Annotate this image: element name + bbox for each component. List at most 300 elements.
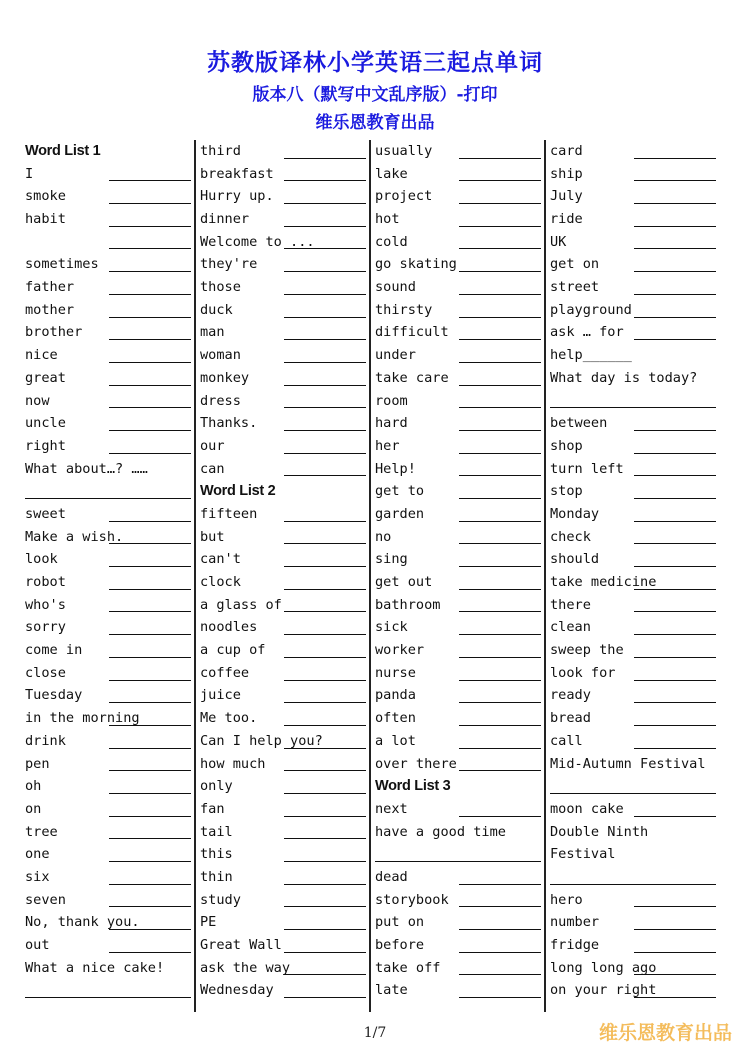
word-row xyxy=(23,594,195,617)
english-word: uncle xyxy=(25,415,66,432)
english-word: who's xyxy=(25,596,66,613)
answer-blank[interactable] xyxy=(634,589,716,590)
answer-blank[interactable] xyxy=(634,543,716,544)
answer-blank[interactable] xyxy=(634,974,716,975)
word-row xyxy=(373,889,545,912)
english-word: card xyxy=(550,142,583,159)
english-word: woman xyxy=(200,347,241,364)
word-row xyxy=(548,775,720,798)
word-row xyxy=(548,208,720,231)
english-word: panda xyxy=(375,687,416,704)
word-row xyxy=(23,616,195,639)
answer-blank[interactable] xyxy=(459,362,541,363)
english-word: No, thank you. xyxy=(25,914,140,931)
answer-blank[interactable] xyxy=(109,362,191,363)
english-word: there xyxy=(550,596,591,613)
answer-blank[interactable] xyxy=(109,180,191,181)
english-word: Thanks. xyxy=(200,415,258,432)
word-list-title: Word List 1 xyxy=(25,142,101,159)
answer-blank[interactable] xyxy=(109,906,191,907)
english-word: PE xyxy=(200,914,217,931)
answer-blank[interactable] xyxy=(459,248,541,249)
word-list-heading xyxy=(198,480,370,503)
answer-blank[interactable] xyxy=(459,317,541,318)
answer-blank[interactable] xyxy=(284,793,366,794)
word-row xyxy=(198,231,370,254)
english-word: dead xyxy=(375,868,408,885)
answer-blank[interactable] xyxy=(109,725,191,726)
answer-blank[interactable] xyxy=(284,453,366,454)
word-row xyxy=(548,140,720,163)
answer-blank[interactable] xyxy=(284,748,366,749)
word-row xyxy=(198,934,370,957)
english-word: study xyxy=(200,891,241,908)
answer-blank[interactable] xyxy=(284,589,366,590)
answer-blank[interactable] xyxy=(459,974,541,975)
english-word: dress xyxy=(200,392,241,409)
word-row xyxy=(548,390,720,413)
word-row xyxy=(548,276,720,299)
answer-blank[interactable] xyxy=(284,294,366,295)
word-row xyxy=(198,344,370,367)
word-list-title: Word List 3 xyxy=(375,778,451,795)
answer-blank[interactable] xyxy=(459,906,541,907)
answer-blank[interactable] xyxy=(284,566,366,567)
answer-blank[interactable] xyxy=(459,634,541,635)
english-word: project xyxy=(375,188,433,205)
answer-blank[interactable] xyxy=(109,521,191,522)
answer-blank[interactable] xyxy=(634,611,716,612)
answer-blank[interactable] xyxy=(284,271,366,272)
answer-blank[interactable] xyxy=(284,203,366,204)
answer-blank[interactable] xyxy=(634,294,716,295)
answer-blank[interactable] xyxy=(109,543,191,544)
english-word: hero xyxy=(550,891,583,908)
english-word: What about…? …… xyxy=(25,460,148,477)
answer-blank[interactable] xyxy=(25,498,191,499)
answer-blank[interactable] xyxy=(109,861,191,862)
answer-blank[interactable] xyxy=(109,339,191,340)
answer-blank[interactable] xyxy=(109,952,191,953)
english-word: her xyxy=(375,437,400,454)
answer-blank[interactable] xyxy=(634,748,716,749)
answer-blank[interactable] xyxy=(459,816,541,817)
answer-blank[interactable] xyxy=(109,702,191,703)
english-word: a cup of xyxy=(200,642,266,659)
english-word: robot xyxy=(25,574,66,591)
answer-blank[interactable] xyxy=(284,248,366,249)
english-word: street xyxy=(550,279,600,296)
answer-blank[interactable] xyxy=(459,884,541,885)
answer-blank[interactable] xyxy=(109,680,191,681)
word-row xyxy=(548,685,720,708)
answer-blank[interactable] xyxy=(634,453,716,454)
answer-blank[interactable] xyxy=(459,385,541,386)
answer-blank[interactable] xyxy=(109,929,191,930)
english-word: coffee xyxy=(200,664,250,681)
answer-blank[interactable] xyxy=(459,180,541,181)
answer-blank[interactable] xyxy=(459,566,541,567)
answer-blank[interactable] xyxy=(634,248,716,249)
answer-blank[interactable] xyxy=(634,226,716,227)
document-title: 苏教版译林小学英语三起点单词 xyxy=(207,50,543,76)
english-word: right xyxy=(25,437,66,454)
answer-blank[interactable] xyxy=(284,158,366,159)
answer-blank[interactable] xyxy=(109,748,191,749)
answer-blank[interactable] xyxy=(634,657,716,658)
english-word: worker xyxy=(375,642,425,659)
answer-blank[interactable] xyxy=(284,521,366,522)
answer-blank[interactable] xyxy=(459,725,541,726)
answer-blank[interactable] xyxy=(109,248,191,249)
answer-blank[interactable] xyxy=(284,362,366,363)
english-word: Help! xyxy=(375,460,416,477)
answer-blank[interactable] xyxy=(109,271,191,272)
answer-blank[interactable] xyxy=(634,725,716,726)
word-list-heading xyxy=(23,140,195,163)
answer-blank[interactable] xyxy=(459,952,541,953)
answer-blank[interactable] xyxy=(284,838,366,839)
english-word: those xyxy=(200,279,241,296)
answer-blank[interactable] xyxy=(284,543,366,544)
word-row xyxy=(198,889,370,912)
english-word: before xyxy=(375,937,425,954)
answer-blank[interactable] xyxy=(634,317,716,318)
english-word: Tuesday xyxy=(25,687,83,704)
english-word: six xyxy=(25,868,50,885)
answer-blank[interactable] xyxy=(634,566,716,567)
english-word: out xyxy=(25,937,50,954)
answer-blank[interactable] xyxy=(109,838,191,839)
answer-blank[interactable] xyxy=(284,657,366,658)
word-row xyxy=(23,253,195,276)
answer-blank[interactable] xyxy=(459,453,541,454)
english-word: Make a wish. xyxy=(25,528,124,545)
english-word: late xyxy=(375,982,408,999)
word-list-heading xyxy=(373,775,545,798)
answer-blank[interactable] xyxy=(109,385,191,386)
english-word: fifteen xyxy=(200,505,258,522)
answer-blank[interactable] xyxy=(284,680,366,681)
word-row xyxy=(23,344,195,367)
answer-blank[interactable] xyxy=(459,748,541,749)
word-row xyxy=(23,322,195,345)
answer-blank[interactable] xyxy=(459,475,541,476)
english-word: have a good time xyxy=(375,823,506,840)
word-row xyxy=(23,639,195,662)
answer-blank[interactable] xyxy=(634,203,716,204)
english-word: a lot xyxy=(375,732,416,749)
english-word: no xyxy=(375,528,392,545)
answer-blank[interactable] xyxy=(284,770,366,771)
english-word: thin xyxy=(200,868,233,885)
answer-blank[interactable] xyxy=(284,226,366,227)
answer-blank[interactable] xyxy=(459,294,541,295)
answer-blank[interactable] xyxy=(634,634,716,635)
word-row xyxy=(23,911,195,934)
word-row xyxy=(548,594,720,617)
answer-blank[interactable] xyxy=(109,226,191,227)
english-word: only xyxy=(200,778,233,795)
word-row xyxy=(548,571,720,594)
word-row xyxy=(373,821,545,844)
answer-blank[interactable] xyxy=(459,521,541,522)
answer-blank[interactable] xyxy=(109,793,191,794)
word-row xyxy=(373,458,545,481)
word-row xyxy=(548,730,720,753)
word-row xyxy=(198,322,370,345)
answer-blank[interactable] xyxy=(284,861,366,862)
answer-blank[interactable] xyxy=(109,634,191,635)
word-row xyxy=(198,866,370,889)
answer-blank[interactable] xyxy=(459,997,541,998)
english-word: put on xyxy=(375,914,425,931)
word-row xyxy=(548,253,720,276)
english-word: sweet xyxy=(25,505,66,522)
english-word: close xyxy=(25,664,66,681)
answer-blank[interactable] xyxy=(459,589,541,590)
answer-blank[interactable] xyxy=(284,702,366,703)
word-row xyxy=(548,503,720,526)
english-word: sweep the xyxy=(550,642,624,659)
english-word: between xyxy=(550,415,608,432)
english-word: lake xyxy=(375,165,408,182)
word-row xyxy=(198,730,370,753)
word-row xyxy=(373,390,545,413)
word-row xyxy=(23,480,195,503)
english-word: Mid-Autumn Festival xyxy=(550,755,706,772)
answer-blank[interactable] xyxy=(459,498,541,499)
answer-blank[interactable] xyxy=(634,339,716,340)
english-word: but xyxy=(200,528,225,545)
answer-blank[interactable] xyxy=(109,566,191,567)
word-row xyxy=(198,208,370,231)
answer-blank[interactable] xyxy=(109,430,191,431)
word-row xyxy=(548,843,720,866)
word-row xyxy=(198,707,370,730)
word-row xyxy=(373,730,545,753)
word-row xyxy=(23,276,195,299)
answer-blank[interactable] xyxy=(550,884,716,885)
english-word: on xyxy=(25,800,42,817)
answer-blank[interactable] xyxy=(459,702,541,703)
word-row xyxy=(198,957,370,980)
english-word: Welcome to ... xyxy=(200,233,315,250)
answer-blank[interactable] xyxy=(284,475,366,476)
word-row xyxy=(373,299,545,322)
answer-blank[interactable] xyxy=(375,861,541,862)
answer-blank[interactable] xyxy=(284,317,366,318)
word-row xyxy=(373,480,545,503)
answer-blank[interactable] xyxy=(634,680,716,681)
english-word: go skating xyxy=(375,256,457,273)
word-row xyxy=(23,548,195,571)
english-word: long long ago xyxy=(550,959,657,976)
answer-blank[interactable] xyxy=(284,929,366,930)
answer-blank[interactable] xyxy=(634,929,716,930)
word-row xyxy=(373,253,545,276)
word-row xyxy=(198,435,370,458)
answer-blank[interactable] xyxy=(284,430,366,431)
english-word: habit xyxy=(25,211,66,228)
answer-blank[interactable] xyxy=(459,929,541,930)
answer-blank[interactable] xyxy=(284,906,366,907)
answer-blank[interactable] xyxy=(550,793,716,794)
answer-blank[interactable] xyxy=(284,339,366,340)
answer-blank[interactable] xyxy=(634,430,716,431)
word-row xyxy=(23,299,195,322)
answer-blank[interactable] xyxy=(634,816,716,817)
answer-blank[interactable] xyxy=(284,385,366,386)
word-row xyxy=(23,843,195,866)
english-word: bathroom xyxy=(375,596,441,613)
answer-blank[interactable] xyxy=(109,611,191,612)
word-row xyxy=(198,367,370,390)
word-column-3 xyxy=(373,140,545,1012)
english-word: help______ xyxy=(550,347,632,364)
english-word: Wednesday xyxy=(200,982,274,999)
answer-blank[interactable] xyxy=(634,271,716,272)
answer-blank[interactable] xyxy=(109,770,191,771)
word-row xyxy=(198,185,370,208)
english-word: July xyxy=(550,188,583,205)
answer-blank[interactable] xyxy=(459,226,541,227)
word-row xyxy=(23,458,195,481)
english-word: sing xyxy=(375,551,408,568)
answer-blank[interactable] xyxy=(634,158,716,159)
english-word: stop xyxy=(550,483,583,500)
english-word: can xyxy=(200,460,225,477)
english-word: difficult xyxy=(375,324,449,341)
word-list-title: Word List 2 xyxy=(200,483,276,500)
english-word: oh xyxy=(25,778,42,795)
word-row xyxy=(373,911,545,934)
answer-blank[interactable] xyxy=(284,407,366,408)
word-row xyxy=(548,979,720,1002)
answer-blank[interactable] xyxy=(284,180,366,181)
english-word: great xyxy=(25,369,66,386)
word-row xyxy=(373,662,545,685)
english-word: nurse xyxy=(375,664,416,681)
answer-blank[interactable] xyxy=(459,657,541,658)
word-row xyxy=(373,412,545,435)
answer-blank[interactable] xyxy=(459,407,541,408)
answer-blank[interactable] xyxy=(284,634,366,635)
answer-blank[interactable] xyxy=(109,453,191,454)
answer-blank[interactable] xyxy=(550,407,716,408)
answer-blank[interactable] xyxy=(459,430,541,431)
answer-blank[interactable] xyxy=(284,725,366,726)
english-word: turn left xyxy=(550,460,624,477)
answer-blank[interactable] xyxy=(634,952,716,953)
answer-blank[interactable] xyxy=(634,906,716,907)
word-row xyxy=(23,957,195,980)
word-row xyxy=(373,367,545,390)
word-row xyxy=(373,435,545,458)
word-row xyxy=(198,526,370,549)
word-row xyxy=(198,412,370,435)
word-row xyxy=(548,707,720,730)
english-word: on your right xyxy=(550,982,657,999)
word-row xyxy=(23,662,195,685)
document-subtitle: 版本八（默写中文乱序版）-打印 xyxy=(252,85,498,105)
english-word: juice xyxy=(200,687,241,704)
answer-blank[interactable] xyxy=(634,521,716,522)
word-row xyxy=(198,753,370,776)
word-row xyxy=(548,435,720,458)
word-row xyxy=(548,231,720,254)
english-word: I xyxy=(25,165,34,182)
english-word: call xyxy=(550,732,583,749)
answer-blank[interactable] xyxy=(109,884,191,885)
answer-blank[interactable] xyxy=(634,997,716,998)
answer-blank[interactable] xyxy=(634,475,716,476)
english-word: Me too. xyxy=(200,710,258,727)
word-row xyxy=(23,208,195,231)
english-word: get on xyxy=(550,256,600,273)
answer-blank[interactable] xyxy=(459,611,541,612)
word-row xyxy=(23,231,195,254)
english-word: hard xyxy=(375,415,408,432)
answer-blank[interactable] xyxy=(109,407,191,408)
answer-blank[interactable] xyxy=(634,180,716,181)
word-row xyxy=(23,866,195,889)
answer-blank[interactable] xyxy=(459,271,541,272)
english-word: take medicine xyxy=(550,574,657,591)
word-row xyxy=(23,685,195,708)
answer-blank[interactable] xyxy=(284,611,366,612)
answer-blank[interactable] xyxy=(109,657,191,658)
answer-blank[interactable] xyxy=(284,884,366,885)
answer-blank[interactable] xyxy=(459,339,541,340)
english-word: check xyxy=(550,528,591,545)
answer-blank[interactable] xyxy=(109,203,191,204)
answer-blank[interactable] xyxy=(634,702,716,703)
english-word: a glass of xyxy=(200,596,282,613)
word-row xyxy=(373,276,545,299)
answer-blank[interactable] xyxy=(284,952,366,953)
answer-blank[interactable] xyxy=(25,997,191,998)
answer-blank[interactable] xyxy=(459,543,541,544)
answer-blank[interactable] xyxy=(109,294,191,295)
word-row xyxy=(548,616,720,639)
answer-blank[interactable] xyxy=(459,203,541,204)
answer-blank[interactable] xyxy=(284,816,366,817)
english-word: smoke xyxy=(25,188,66,205)
english-word: get to xyxy=(375,483,425,500)
word-row xyxy=(373,616,545,639)
english-word: ask the way xyxy=(200,959,291,976)
english-word: come in xyxy=(25,642,83,659)
english-word: clock xyxy=(200,574,241,591)
answer-blank[interactable] xyxy=(109,317,191,318)
answer-blank[interactable] xyxy=(109,816,191,817)
word-row xyxy=(548,798,720,821)
word-row xyxy=(373,208,545,231)
answer-blank[interactable] xyxy=(459,158,541,159)
word-row xyxy=(23,753,195,776)
answer-blank[interactable] xyxy=(634,498,716,499)
word-row xyxy=(198,911,370,934)
answer-blank[interactable] xyxy=(284,997,366,998)
english-word: Great Wall xyxy=(200,937,282,954)
answer-blank[interactable] xyxy=(284,974,366,975)
answer-blank[interactable] xyxy=(459,770,541,771)
word-row xyxy=(198,390,370,413)
answer-blank[interactable] xyxy=(109,589,191,590)
answer-blank[interactable] xyxy=(459,680,541,681)
word-row xyxy=(23,730,195,753)
